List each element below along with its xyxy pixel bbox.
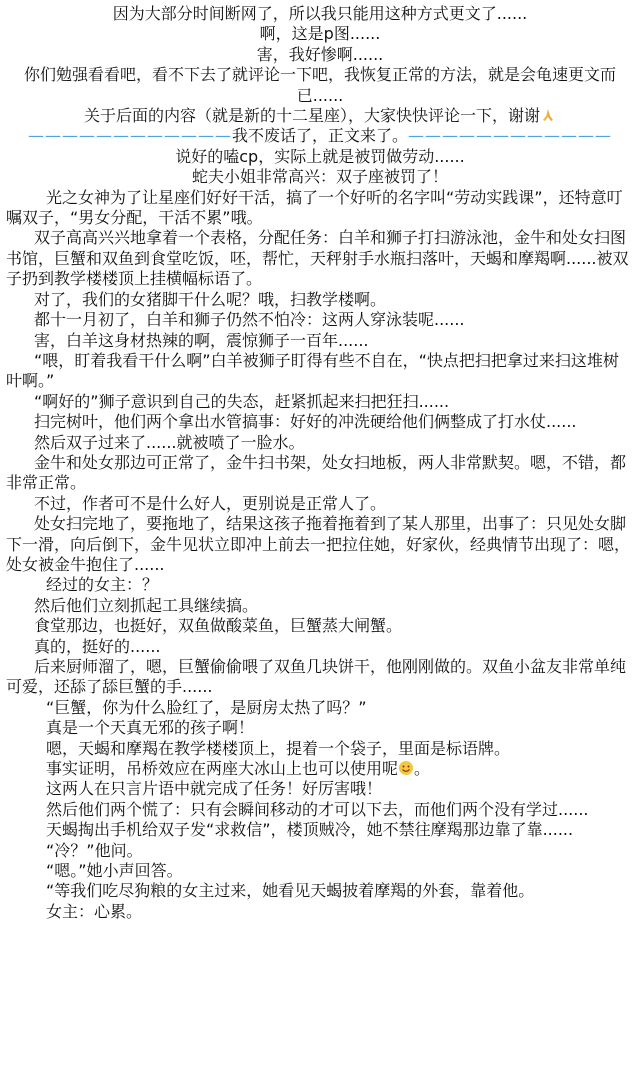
story-paragraph: 真的，挺好的...... xyxy=(34,636,161,656)
story-paragraph: 然后他们立刻抓起工具继续搞。 xyxy=(34,595,259,615)
story-paragraph: 不过，作者可不是什么好人，更别说是正常人了。 xyxy=(34,493,387,513)
story-paragraph: 这两人在只言片语中就完成了任务！好厉害哦！ xyxy=(46,779,383,799)
story-paragraph: 害，白羊这身材热辣的啊，震惊狮子一百年...... xyxy=(34,330,369,350)
story-paragraph: “啊好的”狮子意识到自己的失态，赶紧抓起来扫把狂扫...... xyxy=(34,391,450,411)
intro-line-1: 因为大部分时间断网了，所以我只能用这种方式更文了...... xyxy=(112,4,528,23)
story-title-2: 蛇夫小姐非常高兴：双子座被罚了！ xyxy=(191,167,448,187)
story-paragraph: 嗯，天蝎和摩羯在教学楼楼顶上，提着一个袋子，里面是标语牌。 xyxy=(46,738,511,758)
intro-line-4: 你们勉强看看吧，看不下去了就评论一下吧，我恢复正常的方法，就是会龟速更文而已...... xyxy=(23,65,616,105)
intro-line-6-text: 我不废话了，正文来了。 xyxy=(231,126,408,146)
intro-line-2: 啊，这是p图...... xyxy=(259,24,381,44)
story-paragraph: 扫完树叶，他们两个拿出水管搞事：好好的冲洗硬给他们俩整成了打水仗...... xyxy=(34,412,577,432)
story-paragraph: 女主：心累。 xyxy=(46,901,143,921)
story-paragraph-end: 。 xyxy=(414,759,431,779)
story-paragraph: “喂，盯着我看干什么啊”白羊被狮子盯得有些不自在，“快点把扫把拿过来扫这堆树叶啊。” xyxy=(6,350,619,391)
story-paragraph: 经过的女主：？ xyxy=(46,575,159,595)
story-paragraph: 金牛和处女那边可正常了，金牛扫书架，处女扫地板，两人非常默契。嗯，不错，都非常正常。 xyxy=(6,452,627,493)
story-paragraph: 然后他们两个慌了：只有会瞬间移动的才可以下去，而他们两个没有学过...... xyxy=(46,799,589,819)
story-paragraph: 真是一个天真无邪的孩子啊！ xyxy=(46,718,255,738)
divider-right: ———————————— xyxy=(408,126,612,146)
story-paragraph: “冷？”他问。 xyxy=(46,840,143,860)
story-paragraph: “嗯。”她小声回答。 xyxy=(46,861,183,881)
intro-line-3: 害，我好惨啊...... xyxy=(256,44,384,64)
story-title-1: 说好的嗑cp，实际上就是被罚做劳动...... xyxy=(175,146,465,166)
story-paragraph: 天蝎掏出手机给双子发“求救信”，楼顶贼冷，她不禁往摩羯那边靠了靠...... xyxy=(46,820,574,840)
story-paragraph: 对了，我们的女猪脚干什么呢？哦，扫教学楼啊。 xyxy=(34,289,387,309)
story-paragraph: 光之女神为了让星座们好好干活，搞了一个好听的名字叫“劳动实践课”，还特意叮嘱双子，“男女分配，干活不累”哦。 xyxy=(6,187,623,228)
story-paragraph: 食堂那边，也挺好，双鱼做酸菜鱼，巨蟹蒸大闸蟹。 xyxy=(34,616,403,636)
intro-line-5 xyxy=(6,106,634,126)
intro-line-6 xyxy=(6,126,634,146)
story-paragraph: 后来厨师溜了，嗯，巨蟹偷偷喂了双鱼几块饼干，他刚刚做的。双鱼小盆友非常单纯可爱，还舔了舔巨蟹的手...... xyxy=(6,657,627,697)
story-paragraph: 都十一月初了，白羊和狮子仍然不怕冷：这两人穿泳装呢...... xyxy=(34,310,465,330)
story-paragraph: “巨蟹，你为什么脸红了，是厨房太热了吗？” xyxy=(46,697,367,717)
story-paragraph: 然后双子过来了......就被喷了一脸水。 xyxy=(34,432,305,452)
intro-line-5-text: 关于后面的内容（就是新的十二星座），大家快快评论一下，谢谢 xyxy=(83,106,540,126)
divider-left: ———————————— xyxy=(27,126,232,146)
story-paragraph: 处女扫完地了，要拖地了，结果这孩子拖着拖着到了某人那里，出事了：只见处女脚下一滑，向后倒下，金牛见状立即冲上前去一把拉住她，好家伙，经典情节出现了：嗯，处女被金牛抱住了...... xyxy=(6,514,631,574)
story-paragraph: “等我们吃尽狗粮的女主过来，她看见天蝎披着摩羯的外套，靠着他。 xyxy=(46,881,535,901)
story-paragraph xyxy=(6,759,634,779)
story-paragraph: 双子高高兴兴地拿着一个表格，分配任务：白羊和狮子打扫游泳池，金牛和处女扫图书馆，巨蟹和双鱼到食堂吃饭，呸，帮忙，天秤射手水瓶扫落叶，天蝎和摩羯啊......被双子扔到教学楼楼顶上挂横幅标语了。 xyxy=(6,228,629,289)
smiling-face-icon xyxy=(398,760,414,776)
pray-hands-icon xyxy=(540,107,556,123)
story-paragraph-text: 事实证明，吊桥效应在两座大冰山上也可以使用呢 xyxy=(46,759,399,779)
